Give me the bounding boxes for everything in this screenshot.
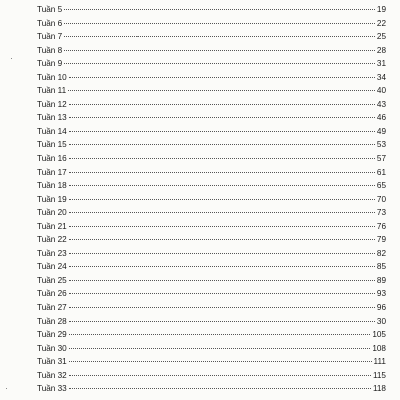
dot-leader	[64, 63, 375, 64]
toc-entry-label: Tuần 27	[37, 303, 67, 313]
toc-entry-label: Tuần 11	[37, 86, 67, 96]
toc-entry[interactable]	[37, 193, 386, 207]
toc-entry[interactable]	[37, 71, 386, 85]
dot-leader	[69, 77, 375, 78]
toc-entry-page-number: 70	[376, 194, 386, 204]
toc-entry[interactable]	[37, 57, 386, 71]
dot-leader	[64, 23, 375, 24]
toc-entry-page-number: 79	[376, 235, 386, 245]
dot-leader	[69, 199, 375, 200]
toc-entry-page-number: 89	[376, 275, 386, 285]
toc-entry-page-number: 40	[376, 86, 386, 96]
toc-entry-label: Tuần 29	[37, 330, 67, 340]
toc-entry[interactable]	[37, 98, 386, 112]
toc-entry[interactable]	[37, 166, 386, 180]
dot-leader	[69, 185, 375, 186]
toc-entry-page-number: 108	[372, 343, 386, 353]
toc-entry-label: Tuần 12	[37, 99, 67, 109]
dot-leader	[69, 348, 371, 349]
toc-entry-label: Tuần 33	[37, 384, 67, 394]
toc-entry-label: Tuần 5	[37, 5, 63, 14]
dot-leader	[69, 334, 371, 335]
toc-entry[interactable]	[37, 382, 386, 396]
toc-entry-page-number: 96	[376, 303, 386, 313]
scan-speck	[11, 58, 12, 59]
toc-entry-page-number: 28	[376, 45, 386, 55]
dot-leader	[69, 131, 375, 132]
toc-entry-label: Tuần 14	[37, 126, 67, 136]
dot-leader	[69, 158, 375, 159]
toc-entry-page-number: 43	[376, 99, 386, 109]
table-of-contents	[37, 3, 386, 396]
toc-entry-label: Tuần 10	[37, 72, 67, 82]
toc-entry-page-number: 31	[376, 59, 386, 69]
toc-entry-label: Tuần 19	[37, 194, 67, 204]
toc-entry-label: Tuần 28	[37, 316, 67, 326]
toc-entry-page-number: 46	[376, 113, 386, 123]
dot-leader	[64, 36, 375, 37]
toc-entry-page-number: 19	[376, 5, 386, 14]
toc-entry[interactable]	[37, 152, 386, 166]
scan-speck	[137, 36, 138, 37]
toc-entry-label: Tuần 20	[37, 208, 67, 218]
toc-entry-label: Tuần 13	[37, 113, 67, 123]
toc-entry[interactable]	[37, 3, 386, 17]
toc-entry-label: Tuần 31	[37, 357, 67, 367]
dot-leader	[69, 266, 375, 267]
toc-entry-page-number: 115	[372, 370, 386, 380]
toc-entry[interactable]	[37, 206, 386, 220]
toc-entry-label: Tuần 7	[37, 32, 63, 42]
toc-entry-label: Tuần 15	[37, 140, 67, 150]
toc-entry-page-number: 93	[376, 289, 386, 299]
toc-entry[interactable]	[37, 84, 386, 98]
dot-leader	[69, 293, 375, 294]
toc-entry-page-number: 111	[373, 357, 386, 367]
toc-entry[interactable]	[37, 301, 386, 315]
dot-leader	[69, 280, 375, 281]
toc-entry-label: Tuần 18	[37, 181, 67, 191]
dot-leader	[69, 104, 375, 105]
toc-entry-page-number: 34	[376, 72, 386, 82]
toc-entry[interactable]	[37, 287, 386, 301]
toc-entry-label: Tuần 6	[37, 18, 63, 28]
toc-entry-label: Tuần 24	[37, 262, 67, 272]
toc-entry-page-number: 61	[376, 167, 386, 177]
toc-entry-page-number: 118	[372, 384, 386, 394]
dot-leader	[69, 212, 375, 213]
dot-leader	[69, 144, 375, 145]
toc-entry-page-number: 105	[372, 330, 386, 340]
toc-entry[interactable]	[37, 179, 386, 193]
dot-leader	[68, 90, 375, 91]
toc-entry-label: Tuần 17	[37, 167, 67, 177]
toc-entry-page-number: 30	[376, 316, 386, 326]
toc-entry[interactable]	[37, 315, 386, 329]
toc-entry-label: Tuần 25	[37, 275, 67, 285]
dot-leader	[64, 9, 375, 10]
toc-entry[interactable]	[37, 369, 386, 383]
toc-entry[interactable]	[37, 342, 386, 356]
dot-leader	[64, 50, 375, 51]
toc-entry-label: Tuần 8	[37, 45, 63, 55]
toc-entry[interactable]	[37, 247, 386, 261]
toc-entry-label: Tuần 21	[37, 221, 67, 231]
toc-entry[interactable]	[37, 220, 386, 234]
toc-entry-page-number: 25	[376, 32, 386, 42]
toc-entry-page-number: 53	[376, 140, 386, 150]
toc-entry-label: Tuần 32	[37, 370, 67, 380]
toc-entry-label: Tuần 26	[37, 289, 67, 299]
toc-entry-label: Tuần 16	[37, 154, 67, 164]
toc-entry[interactable]	[37, 30, 386, 44]
dot-leader	[69, 226, 375, 227]
toc-entry-page-number: 73	[376, 208, 386, 218]
dot-leader	[69, 361, 372, 362]
dot-leader	[69, 321, 375, 322]
toc-entry-page-number: 22	[376, 18, 386, 28]
toc-entry[interactable]	[37, 260, 386, 274]
dot-leader	[69, 117, 375, 118]
toc-entry[interactable]	[37, 138, 386, 152]
toc-entry[interactable]	[37, 44, 386, 58]
toc-entry-label: Tuần 23	[37, 248, 67, 258]
toc-entry-page-number: 85	[376, 262, 386, 272]
toc-entry-label: Tuần 22	[37, 235, 67, 245]
scan-speck	[6, 388, 7, 389]
dot-leader	[69, 253, 375, 254]
toc-entry-page-number: 76	[376, 221, 386, 231]
toc-entry[interactable]	[37, 125, 386, 139]
toc-entry[interactable]	[37, 328, 386, 342]
dot-leader	[69, 307, 375, 308]
toc-entry[interactable]	[37, 17, 386, 31]
toc-entry-label: Tuần 9	[37, 59, 63, 69]
dot-leader	[69, 172, 375, 173]
toc-entry[interactable]	[37, 111, 386, 125]
toc-entry[interactable]	[37, 355, 386, 369]
toc-entry-page-number: 49	[376, 126, 386, 136]
dot-leader	[69, 388, 371, 389]
toc-entry[interactable]	[37, 233, 386, 247]
toc-entry-page-number: 82	[376, 248, 386, 258]
toc-entry-page-number: 57	[376, 154, 386, 164]
toc-entry[interactable]	[37, 274, 386, 288]
dot-leader	[69, 375, 371, 376]
toc-entry-page-number: 65	[376, 181, 386, 191]
dot-leader	[69, 239, 375, 240]
toc-entry-label: Tuần 30	[37, 343, 67, 353]
